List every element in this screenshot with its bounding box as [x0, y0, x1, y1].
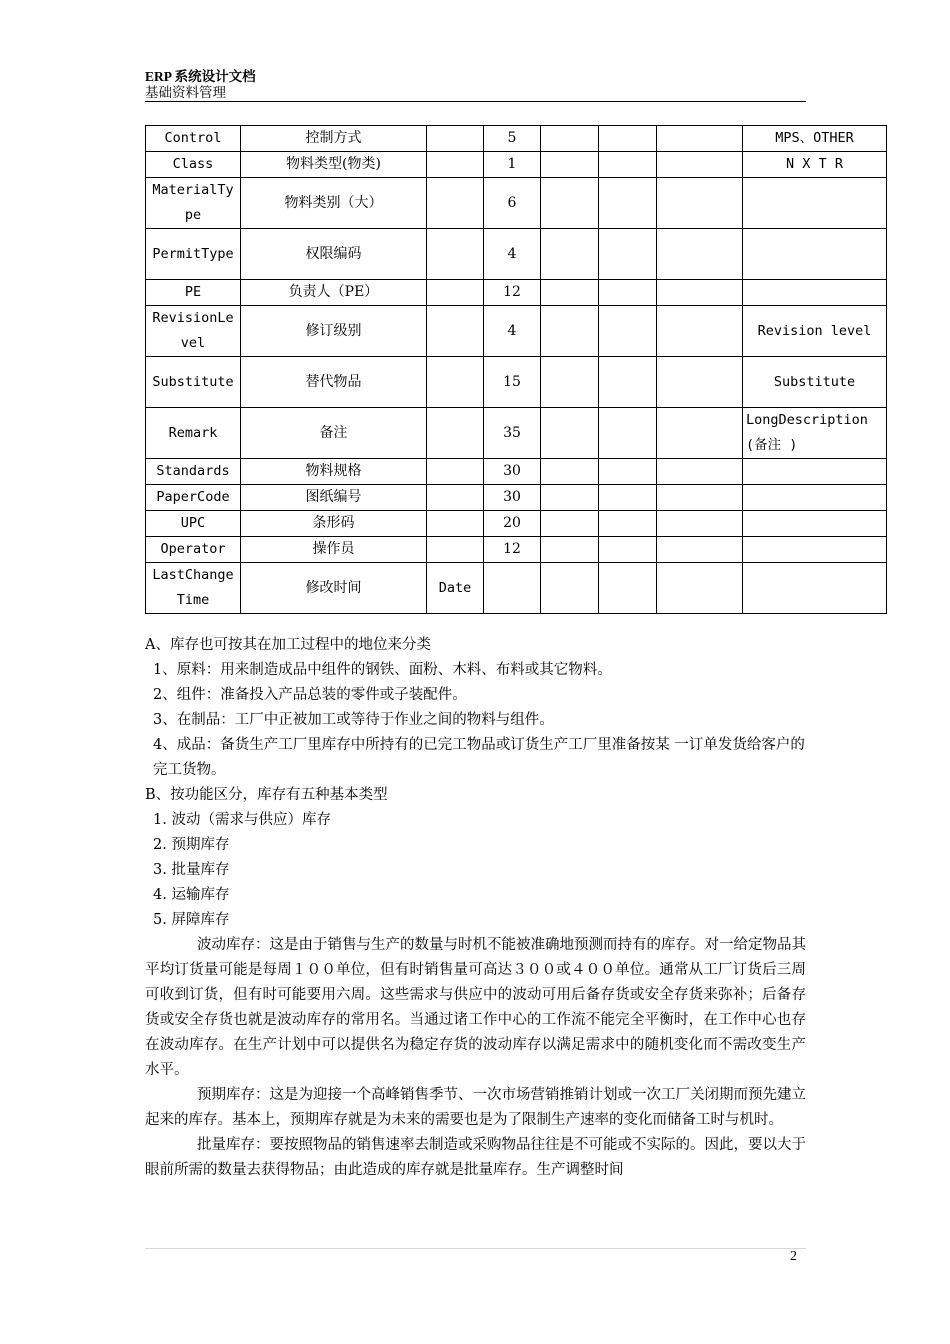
- empty-cell: [599, 152, 657, 178]
- empty-cell: [599, 408, 657, 459]
- empty-cell: [541, 537, 599, 563]
- section-b-item: 2. 预期库存: [153, 837, 230, 853]
- table-row: [146, 152, 887, 178]
- empty-cell: [599, 563, 657, 614]
- field-code-cell: Substitute: [146, 357, 241, 408]
- empty-cell: [541, 280, 599, 306]
- empty-cell: [657, 178, 743, 229]
- section-b-item: 1. 波动（需求与供应）库存: [153, 812, 331, 828]
- field-length-cell: 6: [484, 178, 541, 229]
- field-extra-cell: [743, 485, 887, 511]
- field-type-cell: [427, 280, 484, 306]
- field-name-cell: 控制方式: [241, 126, 427, 152]
- table-row: [146, 126, 887, 152]
- empty-cell: [599, 280, 657, 306]
- table-row: [146, 178, 887, 229]
- field-length-cell: 15: [484, 357, 541, 408]
- empty-cell: [657, 152, 743, 178]
- empty-cell: [599, 485, 657, 511]
- empty-cell: [657, 357, 743, 408]
- empty-cell: [541, 563, 599, 614]
- table-row: [146, 357, 887, 408]
- field-extra-cell: MPS、OTHER: [743, 126, 887, 152]
- empty-cell: [599, 459, 657, 485]
- section-b-item: 3. 批量库存: [153, 862, 230, 878]
- field-name-cell: 条形码: [241, 511, 427, 537]
- field-name-cell: 权限编码: [241, 229, 427, 280]
- field-name-cell: 图纸编号: [241, 485, 427, 511]
- field-type-cell: [427, 357, 484, 408]
- field-extra-cell: [743, 280, 887, 306]
- field-name-cell: 替代物品: [241, 357, 427, 408]
- section-b-item: 5. 屏障库存: [153, 912, 230, 928]
- empty-cell: [599, 537, 657, 563]
- field-length-cell: 12: [484, 537, 541, 563]
- field-extra-cell: [743, 459, 887, 485]
- field-code-cell: PaperCode: [146, 485, 241, 511]
- field-length-cell: 4: [484, 229, 541, 280]
- table-row: [146, 280, 887, 306]
- field-extra-cell: LongDescription (备注 ): [743, 408, 887, 459]
- empty-cell: [657, 511, 743, 537]
- empty-cell: [599, 357, 657, 408]
- table-row: [146, 537, 887, 563]
- paragraph-lot-size-inventory: 批量库存：要按照物品的销售速率去制造或采购物品往往是不可能或不实际的。因此，要以大于眼前所需的数量去获得物品；由此造成的库存就是批量库存。生产调整时间: [145, 1137, 806, 1178]
- empty-cell: [657, 280, 743, 306]
- footer-divider: [145, 1248, 806, 1249]
- empty-cell: [541, 357, 599, 408]
- field-type-cell: [427, 126, 484, 152]
- field-code-cell: LastChangeTime: [146, 563, 241, 614]
- field-type-cell: [427, 306, 484, 357]
- empty-cell: [541, 152, 599, 178]
- paragraph-anticipation-inventory: 预期库存：这是为迎接一个高峰销售季节、一次市场营销推销计划或一次工厂关闭期而预先建立起来的库存。基本上，预期库存就是为未来的需要也是为了限制生产速率的变化而储备工时与机时。: [145, 1087, 806, 1128]
- field-code-cell: MaterialType: [146, 178, 241, 229]
- field-length-cell: 5: [484, 126, 541, 152]
- field-code-cell: UPC: [146, 511, 241, 537]
- section-a-item: 1、原料：用来制造成品中组件的钢铁、面粉、木料、布料或其它物料。: [153, 662, 612, 678]
- empty-cell: [657, 408, 743, 459]
- field-length-cell: 35: [484, 408, 541, 459]
- field-code-cell: Control: [146, 126, 241, 152]
- field-name-cell: 物料类别（大）: [241, 178, 427, 229]
- field-length-cell: 30: [484, 459, 541, 485]
- table-row: [146, 485, 887, 511]
- section-a-item: 2、组件：准备投入产品总装的零件或子装配件。: [153, 687, 467, 703]
- field-type-cell: [427, 178, 484, 229]
- empty-cell: [541, 306, 599, 357]
- table-row: [146, 229, 887, 280]
- field-extra-cell: Revision level: [743, 306, 887, 357]
- field-extra-cell: [743, 563, 887, 614]
- empty-cell: [541, 126, 599, 152]
- document-title: ERP 系统设计文档: [145, 69, 256, 84]
- empty-cell: [541, 485, 599, 511]
- section-a-heading: A、库存也可按其在加工过程中的地位来分类: [145, 637, 431, 653]
- field-name-cell: 修改时间: [241, 563, 427, 614]
- field-extra-cell: [743, 537, 887, 563]
- table-row: [146, 306, 887, 357]
- field-code-cell: PE: [146, 280, 241, 306]
- empty-cell: [657, 485, 743, 511]
- empty-cell: [657, 459, 743, 485]
- empty-cell: [657, 229, 743, 280]
- field-length-cell: 1: [484, 152, 541, 178]
- field-type-cell: Date: [427, 563, 484, 614]
- table-row: [146, 459, 887, 485]
- field-type-cell: [427, 485, 484, 511]
- field-length-cell: 12: [484, 280, 541, 306]
- document-subtitle: 基础资料管理: [145, 85, 226, 101]
- field-length-cell: 30: [484, 485, 541, 511]
- field-code-cell: Operator: [146, 537, 241, 563]
- field-length-cell: 4: [484, 306, 541, 357]
- field-extra-cell: Substitute: [743, 357, 887, 408]
- empty-cell: [599, 126, 657, 152]
- empty-cell: [599, 306, 657, 357]
- empty-cell: [657, 537, 743, 563]
- field-length-cell: [484, 563, 541, 614]
- table-row: [146, 563, 887, 614]
- empty-cell: [599, 178, 657, 229]
- empty-cell: [541, 229, 599, 280]
- empty-cell: [599, 229, 657, 280]
- field-code-cell: Remark: [146, 408, 241, 459]
- section-b-item: 4. 运输库存: [153, 887, 230, 903]
- field-type-cell: [427, 537, 484, 563]
- field-code-cell: RevisionLevel: [146, 306, 241, 357]
- field-name-cell: 备注: [241, 408, 427, 459]
- section-a-item: 4、成品：备货生产工厂里库存中所持有的已完工物品或订货生产工厂里准备按某 一订单发货给客户的完工货物。: [153, 737, 805, 778]
- empty-cell: [657, 126, 743, 152]
- section-a-item: 3、在制品：工厂中正被加工或等待于作业之间的物料与组件。: [153, 712, 554, 728]
- header-divider: [145, 101, 806, 102]
- field-name-cell: 物料类型(物类): [241, 152, 427, 178]
- paragraph-fluctuation-inventory: 波动库存：这是由于销售与生产的数量与时机不能被准确地预测而持有的库存。对一给定物品其平均订货量可能是每周１００单位，但有时销售量可高达３００或４００单位。通常从工厂订货后三周可收到订货，但有时可能要用六周。这些需求与供应中的波动可用后备存货或安全存货来弥补；后备存货或安全存货也就是波动库存的常用名。当通过诸工作中心的工作流不能完全平衡时，在工作中心也存在波动库存。在生产计划中可以提供名为稳定存货的波动库存以满足需求中的随机变化而不需改变生产水平。: [145, 937, 806, 1078]
- field-code-cell: Standards: [146, 459, 241, 485]
- field-name-cell: 负责人（PE）: [241, 280, 427, 306]
- empty-cell: [541, 178, 599, 229]
- empty-cell: [541, 408, 599, 459]
- field-type-cell: [427, 408, 484, 459]
- empty-cell: [541, 511, 599, 537]
- empty-cell: [599, 511, 657, 537]
- field-type-cell: [427, 152, 484, 178]
- field-extra-cell: N X T R: [743, 152, 887, 178]
- field-length-cell: 20: [484, 511, 541, 537]
- field-name-cell: 修订级别: [241, 306, 427, 357]
- section-b-heading: B、按功能区分，库存有五种基本类型: [145, 787, 388, 803]
- material-fields-table: [145, 125, 887, 614]
- field-extra-cell: [743, 229, 887, 280]
- document-header: [145, 68, 806, 102]
- field-code-cell: Class: [146, 152, 241, 178]
- field-type-cell: [427, 459, 484, 485]
- empty-cell: [657, 306, 743, 357]
- empty-cell: [657, 563, 743, 614]
- table-row: [146, 408, 887, 459]
- field-extra-cell: [743, 178, 887, 229]
- table-row: [146, 511, 887, 537]
- field-name-cell: 操作员: [241, 537, 427, 563]
- field-name-cell: 物料规格: [241, 459, 427, 485]
- table-body: [146, 126, 887, 614]
- field-code-cell: PermitType: [146, 229, 241, 280]
- empty-cell: [541, 459, 599, 485]
- field-extra-cell: [743, 511, 887, 537]
- field-type-cell: [427, 511, 484, 537]
- field-type-cell: [427, 229, 484, 280]
- body-text: [145, 633, 806, 1183]
- page-number: 2: [790, 1249, 797, 1264]
